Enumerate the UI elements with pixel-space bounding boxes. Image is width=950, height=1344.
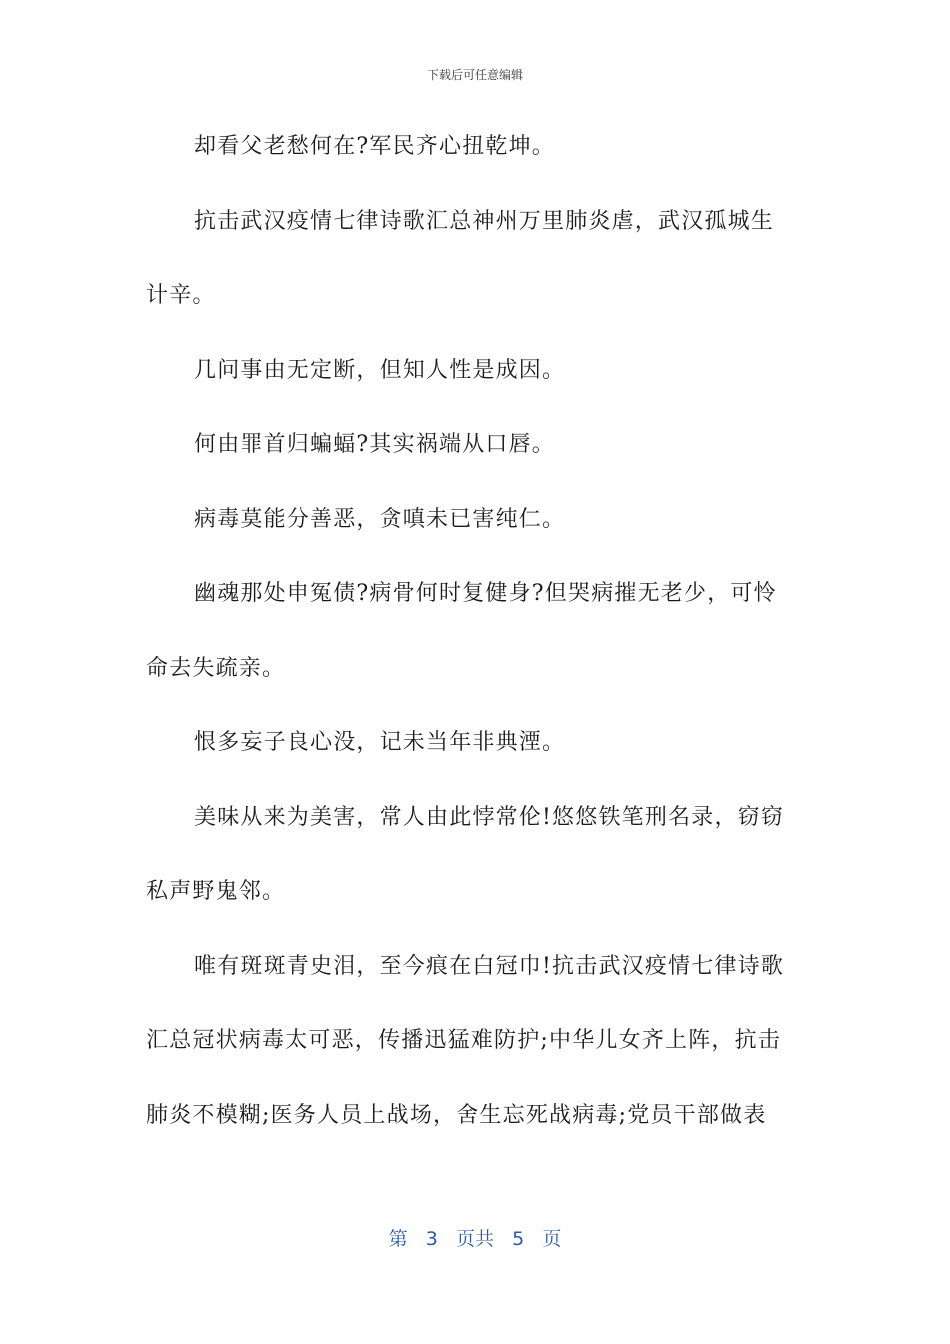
text-line: 命去失疏亲。 (146, 655, 286, 681)
footer-prefix: 第 (388, 1228, 408, 1250)
footer-page-number: 3 (425, 1228, 438, 1250)
text-line: 汇总冠状病毒太可恶，传播迅猛难防护;中华儿女齐上阵，抗击 (146, 1028, 782, 1053)
text-line: 美味从来为美害，常人由此悖常伦!悠悠铁笔刑名录，窃窃 (194, 804, 785, 830)
text-line: 肺炎不模糊;医务人员上战场，舍生忘死战病毒;党员干部做表 (146, 1102, 767, 1128)
text-line: 几问事由无定断，但知人性是成因。 (194, 357, 566, 383)
text-line: 却看父老愁何在?军民齐心扭乾坤。 (194, 134, 555, 159)
page-header-note: 下载后可任意编辑 (426, 68, 523, 82)
text-line: 私声野鬼邻。 (146, 879, 286, 904)
text-line: 计辛。 (146, 283, 216, 308)
text-line: 病毒莫能分善恶，贪嗔未已害纯仁。 (194, 506, 566, 532)
footer-total-pages: 5 (512, 1228, 525, 1250)
document-body (146, 110, 806, 1153)
text-line: 抗击武汉疫情七律诗歌汇总神州万里肺炎虐，武汉孤城生 (194, 208, 775, 234)
footer-suffix: 页 (542, 1228, 562, 1250)
text-line: 唯有斑斑青史泪，至今痕在白冠巾!抗击武汉疫情七律诗歌 (194, 953, 785, 979)
text-line: 幽魂那处申冤债?病骨何时复健身?但哭病摧无老少，可怜 (194, 581, 777, 606)
text-line: 恨多妄子良心没，记未当年非典湮。 (194, 730, 566, 755)
footer-middle: 页共 (455, 1228, 494, 1250)
page-footer (0, 1224, 950, 1251)
text-line: 何由罪首归蝙蝠?其实祸端从口唇。 (194, 432, 555, 457)
